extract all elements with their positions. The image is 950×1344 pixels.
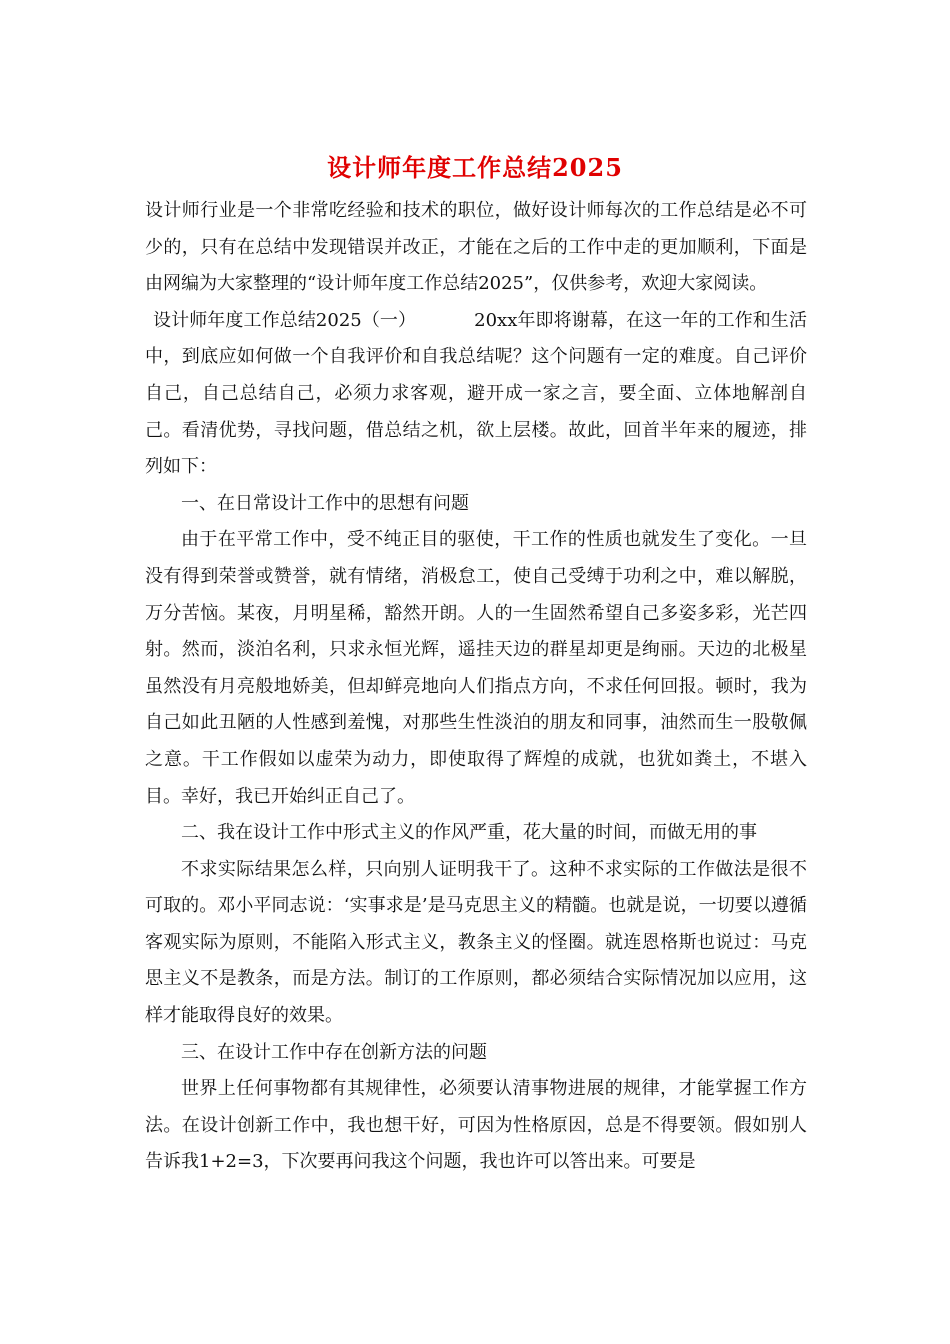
document-title: 设计师年度工作总结2025	[327, 153, 623, 182]
document-body	[145, 193, 807, 1181]
section1-body: 20xx年即将谢幕，在这一年的工作和生活中，到底应如何做一个自我评价和自我总结呢？这个问题有一定的难度。自己评价自己，自己总结自己，必须力求客观，避开成一家之言，要全面、立体地解剖自己。看清优势，寻找问题，借总结之机，欲上层楼。故此，回首半年来的履迹，排列如下：	[145, 309, 807, 478]
paragraph-2: 不求实际结果怎么样，只向别人证明我干了。这种不求实际的工作做法是很不可取的。邓小平同志说：‘实事求是’是马克思主义的精髓。也就是说，一切要以遵循客观实际为原则，不能陷入形式主义，教条主义的怪圈。就连恩格斯也说过：马克思主义不是教条，而是方法。制订的工作原则，都必须结合实际情况加以应用，这样才能取得良好的效果。	[145, 858, 807, 1027]
section1-label: 设计师年度工作总结2025（一）	[153, 309, 417, 331]
heading-3: 三、在设计工作中存在创新方法的问题	[181, 1041, 487, 1063]
section1-paragraph	[145, 303, 807, 486]
intro-paragraph: 设计师行业是一个非常吃经验和技术的职位，做好设计师每次的工作总结是必不可少的，只有在总结中发现错误并改正，才能在之后的工作中走的更加顺利，下面是由网编为大家整理的“设计师年度工作总结2025”，仅供参考，欢迎大家阅读。	[145, 200, 807, 295]
paragraph-3: 世界上任何事物都有其规律性，必须要认清事物进展的规律，才能掌握工作方法。在设计创新工作中，我也想干好，可因为性格原因，总是不得要领。假如别人告诉我1+2=3，下次要再问我这个问题，我也许可以答出来。可要是	[145, 1078, 807, 1173]
paragraph-1: 由于在平常工作中，受不纯正目的驱使，干工作的性质也就发生了变化。一旦没有得到荣誉或赞誉，就有情绪，消极怠工，使自己受缚于功利之中，难以解脱，万分苦恼。某夜，月明星稀，豁然开朗。人的一生固然希望自己多姿多彩，光芒四射。然而，淡泊名利，只求永恒光辉，遥挂天边的群星却更是绚丽。天边的北极星虽然没有月亮般地娇美，但却鲜亮地向人们指点方向，不求任何回报。顿时，我为自己如此丑陋的人性感到羞愧，对那些生性淡泊的朋友和同事，油然而生一股敬佩之意。干工作假如以虚荣为动力，即使取得了辉煌的成就，也犹如粪土，不堪入目。幸好，我已开始纠正自己了。	[145, 529, 807, 807]
heading-1: 一、在日常设计工作中的思想有问题	[181, 492, 469, 514]
heading-2: 二、我在设计工作中形式主义的作风严重，花大量的时间，而做无用的事	[181, 822, 757, 844]
